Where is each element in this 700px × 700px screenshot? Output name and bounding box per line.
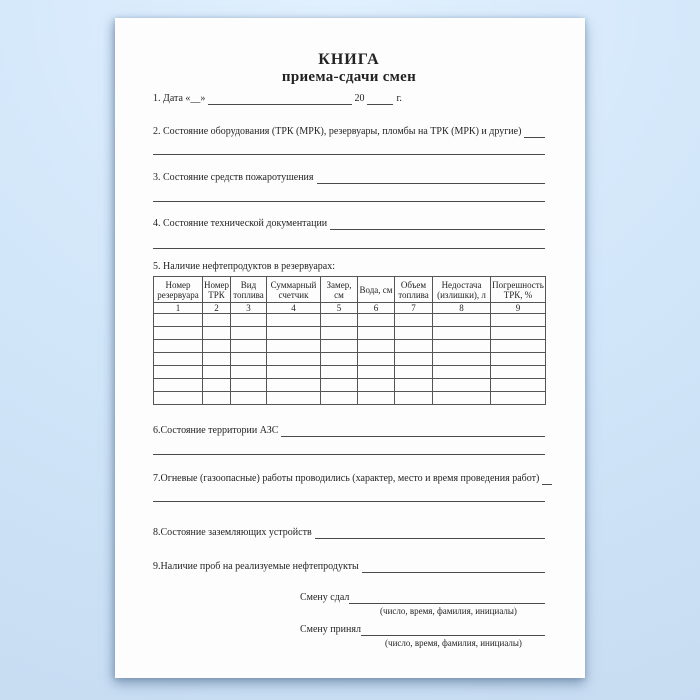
field-grounding-label: 8.Состояние заземляющих устройств xyxy=(153,527,312,538)
field-territory xyxy=(153,425,545,437)
title-line-2: приема-сдачи смен xyxy=(281,69,417,85)
field-documentation-label: 4. Состояние технической документации xyxy=(153,218,328,229)
table-empty-cell xyxy=(267,353,321,366)
signature-handed-over-row xyxy=(300,592,545,604)
fire-equipment-blank-line xyxy=(317,183,545,184)
table-empty-cell xyxy=(358,392,395,405)
table-header-cell: Номер резервуара xyxy=(154,277,203,303)
field-fire-equipment xyxy=(153,172,545,184)
table-empty-row xyxy=(154,366,546,379)
signature-received-label: Смену принял xyxy=(300,624,361,635)
table-empty-cell xyxy=(231,327,267,340)
signature-handed-over-blank-line xyxy=(349,603,545,604)
table-empty-cell xyxy=(203,327,231,340)
table-empty-cell xyxy=(491,340,546,353)
table-header-cell: Номер ТРК xyxy=(203,277,231,303)
table-empty-cell xyxy=(358,379,395,392)
year-prefix: 20 xyxy=(354,93,365,104)
table-empty-cell xyxy=(433,379,491,392)
table-empty-row xyxy=(154,392,546,405)
territory-blank-line xyxy=(281,436,545,437)
table-empty-cell xyxy=(154,353,203,366)
table-empty-cell xyxy=(491,392,546,405)
field-hot-works-label: 7.Огневые (газоопасные) работы проводились (характер, место и время проведения работ) xyxy=(153,473,540,484)
caption-spacer xyxy=(300,604,352,617)
table-column-number-cell: 6 xyxy=(358,303,395,314)
field-samples-label: 9.Наличие проб на реализуемые нефтепродукты xyxy=(153,561,359,572)
table-empty-cell xyxy=(491,379,546,392)
field-fire-equipment-label: 3. Состояние средств пожаротушения xyxy=(153,172,314,183)
table-column-number-cell: 8 xyxy=(433,303,491,314)
table-column-number-cell: 9 xyxy=(491,303,546,314)
table-empty-cell xyxy=(231,340,267,353)
table-empty-cell xyxy=(491,314,546,327)
table-header-row xyxy=(154,277,546,303)
table-empty-cell xyxy=(321,353,358,366)
date-blank-line xyxy=(208,104,352,105)
table-empty-cell xyxy=(433,327,491,340)
table-empty-cell xyxy=(267,366,321,379)
signature-handed-over-caption: (число, время, фамилия, инициалы) xyxy=(380,606,517,616)
table-empty-cell xyxy=(358,314,395,327)
fire-equipment-continuation-line xyxy=(153,201,545,202)
signature-handed-over-caption-row xyxy=(300,604,545,617)
table-empty-cell xyxy=(358,327,395,340)
table-empty-cell xyxy=(395,327,433,340)
table-column-number-cell: 7 xyxy=(395,303,433,314)
table-empty-cell xyxy=(321,314,358,327)
table-empty-cell xyxy=(491,327,546,340)
table-empty-cell xyxy=(203,379,231,392)
table-empty-cell xyxy=(154,314,203,327)
table-empty-cell xyxy=(267,327,321,340)
field-hot-works xyxy=(153,473,545,485)
signature-received-row xyxy=(300,624,545,636)
table-empty-cell xyxy=(395,392,433,405)
field-reservoir-products-label: 5. Наличие нефтепродуктов в резервуарах: xyxy=(153,261,336,272)
form-sheet xyxy=(115,18,585,678)
table-empty-cell xyxy=(231,379,267,392)
samples-blank-line xyxy=(362,572,545,573)
field-reservoir-products xyxy=(153,261,545,273)
table-column-number-row xyxy=(154,303,546,314)
grounding-blank-line xyxy=(315,538,545,539)
table-empty-cell xyxy=(267,379,321,392)
table-empty-cell xyxy=(395,340,433,353)
territory-continuation-line xyxy=(153,454,545,455)
table-header-cell: Недостача (излишки), л xyxy=(433,277,491,303)
signature-received-blank-line xyxy=(361,635,545,636)
signature-handed-over-label: Смену сдал xyxy=(300,592,350,603)
equipment-continuation-line xyxy=(153,154,545,155)
title-line-1: КНИГА xyxy=(318,51,380,68)
table-empty-cell xyxy=(154,392,203,405)
signature-handed-over xyxy=(300,592,545,617)
table-empty-cell xyxy=(433,366,491,379)
equipment-blank-line xyxy=(524,137,545,138)
table-empty-cell xyxy=(154,327,203,340)
table-empty-cell xyxy=(154,379,203,392)
table-empty-cell xyxy=(231,314,267,327)
table-header-cell: Замер, см xyxy=(321,277,358,303)
field-equipment xyxy=(153,126,545,138)
table-empty-cell xyxy=(203,340,231,353)
table-empty-cell xyxy=(321,392,358,405)
table-empty-cell xyxy=(203,392,231,405)
table-empty-row xyxy=(154,379,546,392)
field-date xyxy=(153,93,545,105)
field-documentation xyxy=(153,218,545,230)
table-column-number-cell: 5 xyxy=(321,303,358,314)
table-empty-cell xyxy=(321,379,358,392)
table-empty-cell xyxy=(358,353,395,366)
table-empty-cell xyxy=(154,366,203,379)
table-empty-cell xyxy=(395,353,433,366)
table-header-cell: Суммарный счетчик xyxy=(267,277,321,303)
field-equipment-label: 2. Состояние оборудования (ТРК (МРК), резервуары, пломбы на ТРК (МРК) и другие) xyxy=(153,126,522,137)
table-empty-cell xyxy=(267,340,321,353)
table-empty-cell xyxy=(231,366,267,379)
hot-works-continuation-line xyxy=(153,501,545,502)
table-empty-cell xyxy=(433,314,491,327)
table-empty-cell xyxy=(203,366,231,379)
signature-received-caption: (число, время, фамилия, инициалы) xyxy=(385,638,522,648)
reservoir-table xyxy=(153,276,546,405)
table-empty-cell xyxy=(231,392,267,405)
table-empty-cell xyxy=(395,366,433,379)
field-samples xyxy=(153,561,545,573)
table-empty-cell xyxy=(433,340,491,353)
table-empty-row xyxy=(154,353,546,366)
table-empty-row xyxy=(154,327,546,340)
table-empty-cell xyxy=(491,366,546,379)
documentation-continuation-line xyxy=(153,248,545,249)
field-grounding xyxy=(153,527,545,539)
table-header-cell: Вид топлива xyxy=(231,277,267,303)
table-empty-cell xyxy=(358,340,395,353)
table-column-number-cell: 2 xyxy=(203,303,231,314)
field-date-label: 1. Дата «__» xyxy=(153,93,206,104)
year-blank-line xyxy=(367,104,393,105)
table-empty-cell xyxy=(231,353,267,366)
table-header-cell: Вода, см xyxy=(358,277,395,303)
table-empty-cell xyxy=(267,392,321,405)
signature-received xyxy=(300,624,545,649)
table-empty-cell xyxy=(491,353,546,366)
table-empty-cell xyxy=(321,366,358,379)
table-empty-row xyxy=(154,340,546,353)
table-empty-cell xyxy=(154,340,203,353)
table-empty-cell xyxy=(203,353,231,366)
documentation-blank-line xyxy=(330,229,545,230)
table-header-cell: Объем топлива xyxy=(395,277,433,303)
table-empty-cell xyxy=(321,327,358,340)
caption-spacer xyxy=(300,636,362,649)
table-empty-cell xyxy=(395,379,433,392)
table-empty-cell xyxy=(321,340,358,353)
table-empty-cell xyxy=(433,353,491,366)
table-empty-cell xyxy=(358,366,395,379)
table-empty-cell xyxy=(203,314,231,327)
table-column-number-cell: 3 xyxy=(231,303,267,314)
table-empty-cell xyxy=(395,314,433,327)
year-suffix: г. xyxy=(396,93,402,104)
table-empty-row xyxy=(154,314,546,327)
field-territory-label: 6.Состояние территории АЗС xyxy=(153,425,279,436)
table-column-number-cell: 1 xyxy=(154,303,203,314)
document-title xyxy=(153,18,545,86)
table-header-cell: Погрешность ТРК, % xyxy=(491,277,546,303)
table-column-number-cell: 4 xyxy=(267,303,321,314)
table-empty-cell xyxy=(433,392,491,405)
hot-works-blank-line xyxy=(542,484,552,485)
form-content xyxy=(115,18,585,649)
table-empty-cell xyxy=(267,314,321,327)
signature-received-caption-row xyxy=(300,636,545,649)
